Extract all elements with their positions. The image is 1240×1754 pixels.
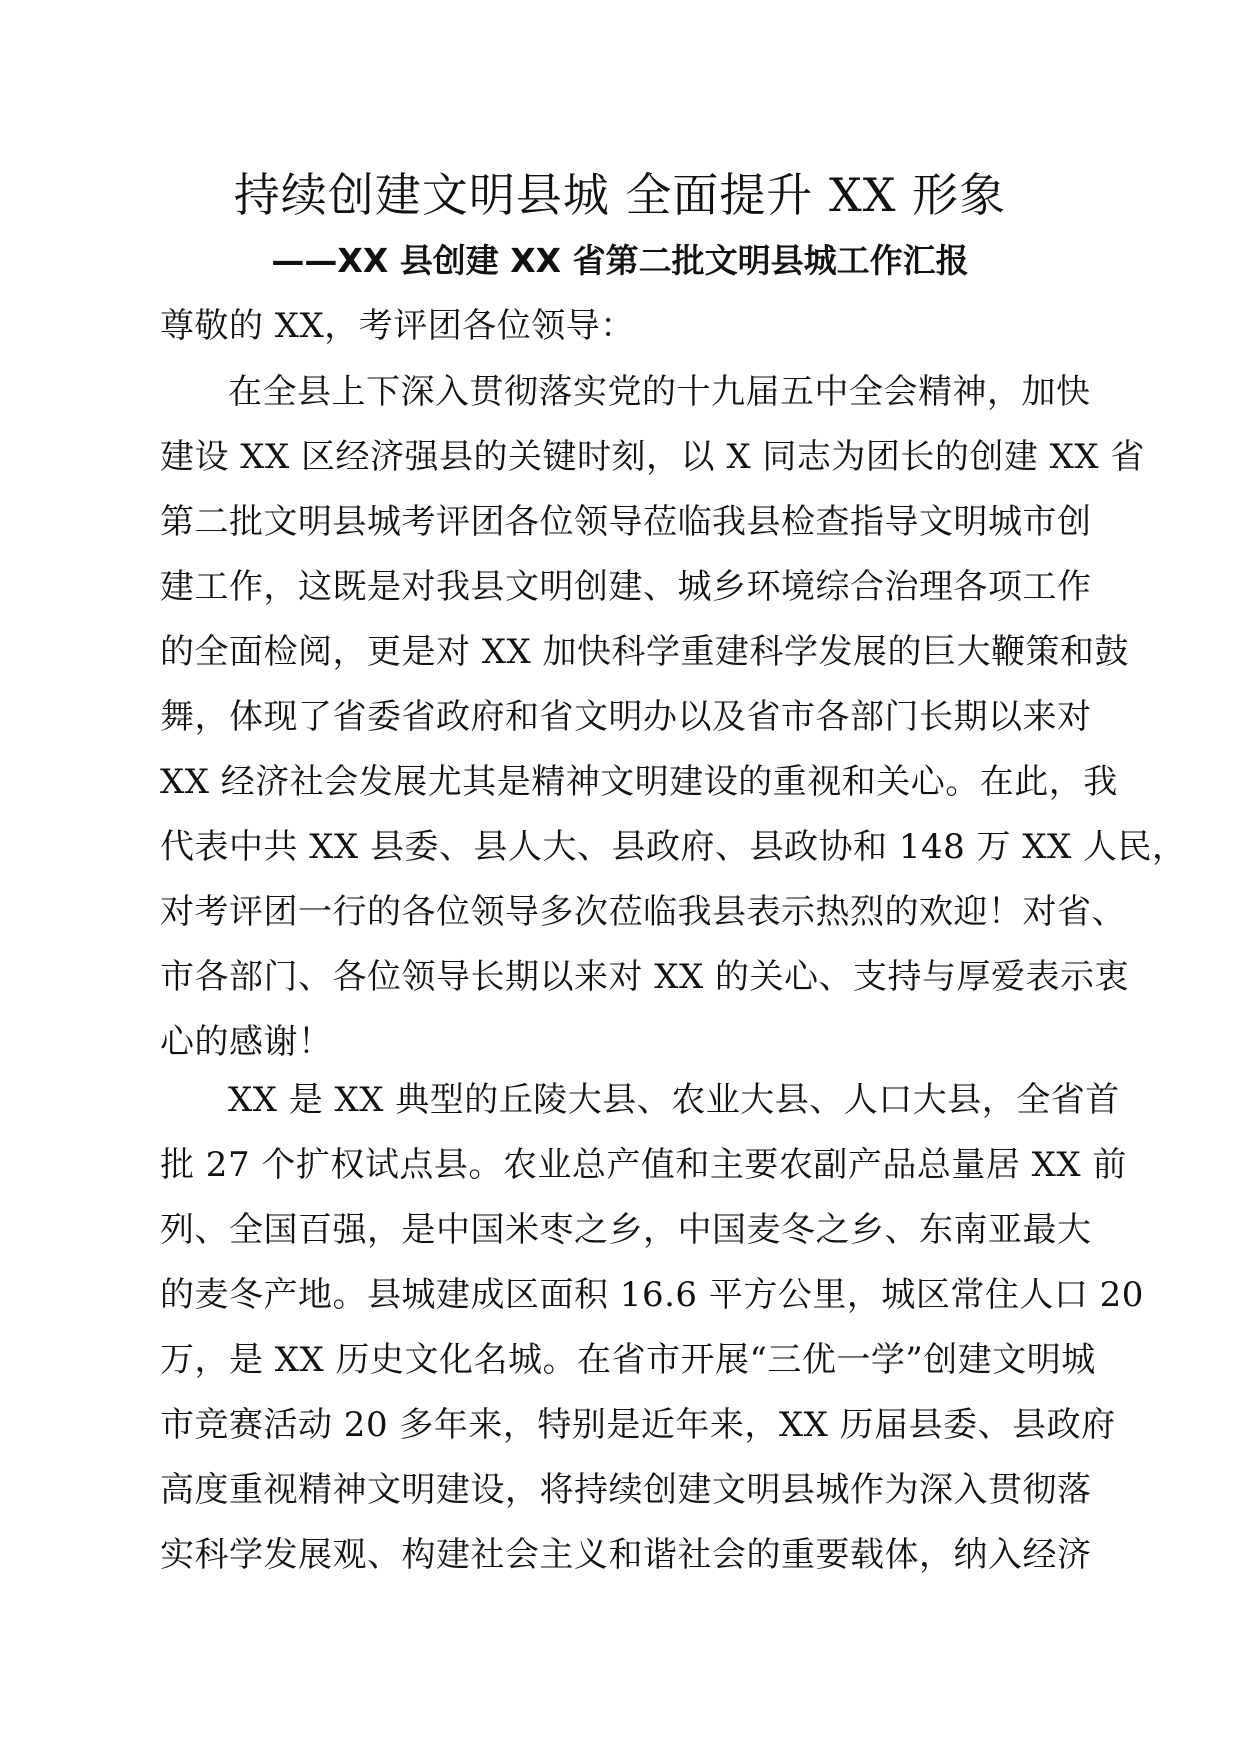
paragraph-line: XX 经济社会发展尤其是精神文明建设的重视和关心。在此，我 xyxy=(160,762,1118,802)
paragraph-line: 批 27 个扩权试点县。农业总产值和主要农副产品总量居 XX 前 xyxy=(160,1145,1127,1185)
salutation xyxy=(160,294,1090,359)
paragraph-1 xyxy=(160,360,1187,1075)
document-title: 持续创建文明县城 全面提升 XX 形象 xyxy=(233,168,1007,222)
paragraph-line: 的全面检阅，更是对 XX 加快科学重建科学发展的巨大鞭策和鼓 xyxy=(160,632,1130,672)
paragraph-line: 列、全国百强，是中国米枣之乡，中国麦冬之乡、东南亚最大 xyxy=(160,1210,1092,1250)
paragraph-line: 第二批文明县城考评团各位领导莅临我县检查指导文明城市创 xyxy=(160,502,1092,542)
paragraph-line: 的麦冬产地。县城建成区面积 16.6 平方公里，城区常住人口 20 xyxy=(160,1275,1144,1315)
paragraph-line: 代表中共 XX 县委、县人大、县政府、县政协和 148 万 XX 人民， xyxy=(160,827,1187,867)
paragraph-line: 对考评团一行的各位领导多次莅临我县表示热烈的欢迎！对省、 xyxy=(160,892,1126,932)
paragraph-line: XX 是 XX 典型的丘陵大县、农业大县、人口大县，全省首 xyxy=(228,1080,1120,1120)
paragraph-line: 高度重视精神文明建设，将持续创建文明县城作为深入贯彻落 xyxy=(160,1470,1092,1510)
document-subtitle: ——XX 县创建 XX 省第二批文明县城工作汇报 xyxy=(271,241,969,280)
paragraph-line: 在全县上下深入贯彻落实党的十九届五中全会精神，加快 xyxy=(228,372,1091,412)
paragraph-line: 实科学发展观、构建社会主义和谐社会的重要载体，纳入经济 xyxy=(160,1535,1092,1575)
paragraph-line: 建设 XX 区经济强县的关键时刻，以 X 同志为团长的创建 XX 省 xyxy=(160,437,1145,477)
paragraph-line: 市竞赛活动 20 多年来，特别是近年来，XX 历届县委、县政府 xyxy=(160,1405,1116,1445)
paragraph-line: 心的感谢！ xyxy=(160,1022,333,1062)
salutation-line: 尊敬的 XX，考评团各位领导： xyxy=(160,306,635,346)
paragraph-line: 万，是 XX 历史文化名城。在省市开展“三优一学”创建文明城 xyxy=(160,1340,1096,1380)
paragraph-line: 市各部门、各位领导长期以来对 XX 的关心、支持与厚爱表示衷 xyxy=(160,957,1130,997)
paragraph-line: 舞，体现了省委省政府和省文明办以及省市各部门长期以来对 xyxy=(160,697,1092,737)
paragraph-line: 建工作，这既是对我县文明创建、城乡环境综合治理各项工作 xyxy=(160,567,1092,607)
paragraph-2 xyxy=(160,1068,1144,1588)
